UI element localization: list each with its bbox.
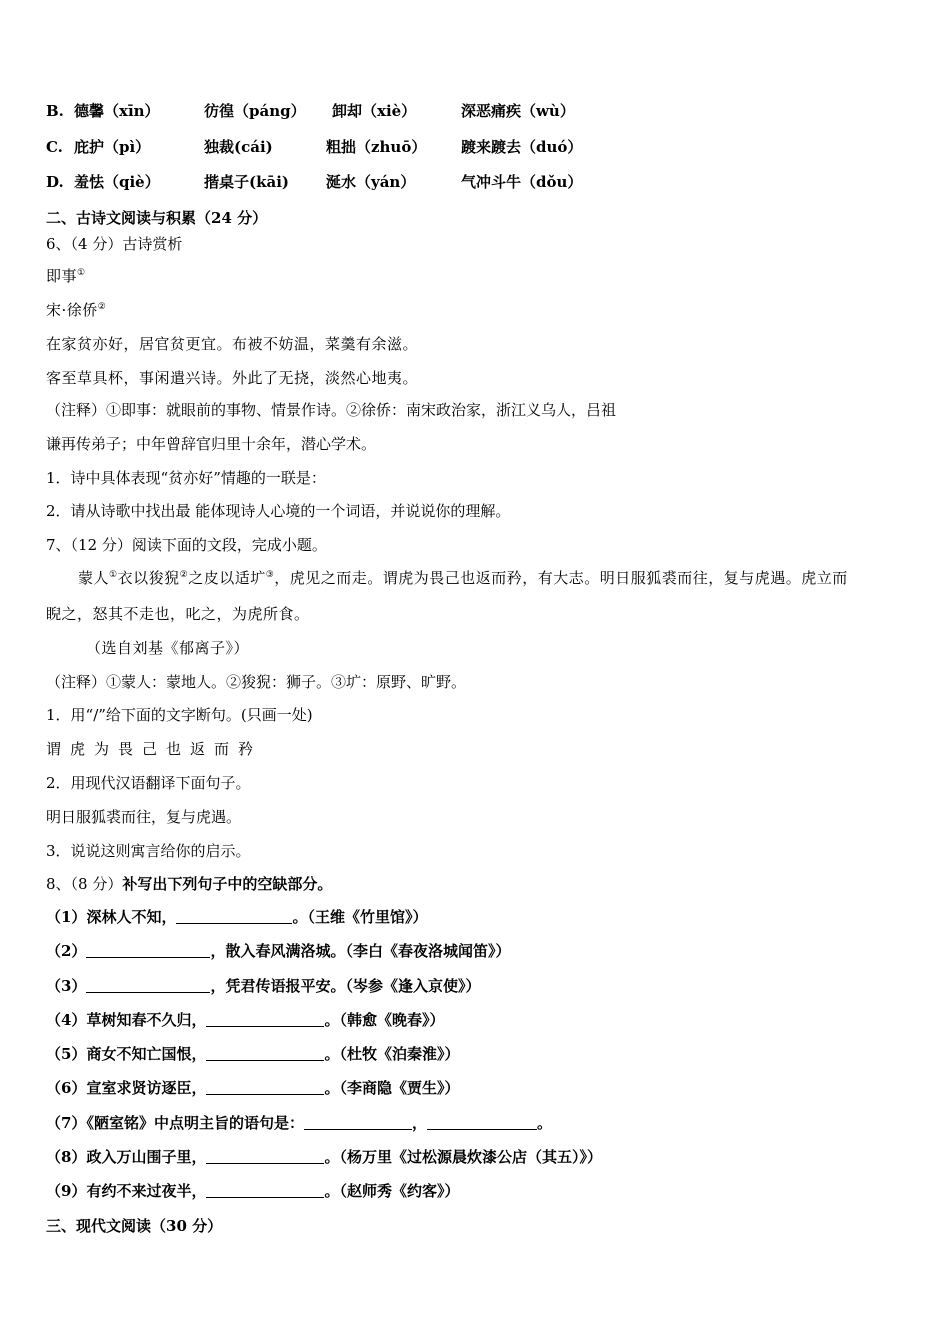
answer-blank[interactable]: [427, 1115, 537, 1130]
fill-blank-item: （1）深林人不知， 。（王维《竹里馆》）: [46, 908, 428, 926]
passage-line: 睨之，怒其不走也，叱之，为虎所食。: [46, 605, 310, 623]
sub-question: 3．说说这则寓言给你的启示。: [46, 842, 251, 860]
answer-blank[interactable]: [206, 1046, 324, 1061]
option-item: 气冲斗牛（dǒu）: [461, 173, 583, 191]
fill-blank-item: （4）草树知春不久归， 。（韩愈《晚春》）: [46, 1011, 445, 1029]
question-header: 8、（8 分）补写出下列句子中的空缺部分。: [46, 875, 333, 893]
passage-source: （选自刘基《郁离子》）: [86, 639, 250, 657]
poem-title: 即事①: [46, 267, 86, 285]
fill-blank-item: （2） ，散入春风满洛城。（李白《春夜洛城闻笛》）: [46, 942, 511, 960]
option-letter: B.: [46, 102, 64, 120]
fill-blank-item: （8）政入万山围子里， 。（杨万里《过松源晨炊漆公店（其五）》）: [46, 1148, 602, 1166]
section-heading: 三、现代文阅读（30 分）: [46, 1217, 223, 1235]
option-item: 深恶痛疾（wù）: [461, 102, 575, 120]
sub-question: 2．用现代汉语翻译下面句子。: [46, 774, 251, 792]
punctuation-text: 谓虎为畏己也返而矜: [46, 740, 263, 758]
note-text: （注释）①即事：就眼前的事物、情景作诗。②徐侨：南宋政治家，浙江义乌人，吕祖: [46, 401, 617, 419]
poem-line: 客至草具杯，事闲遣兴诗。外此了无挠，淡然心地夷。: [46, 369, 419, 387]
question-header: 7、（12 分）阅读下面的文段，完成小题。: [46, 536, 327, 554]
answer-blank[interactable]: [304, 1115, 412, 1130]
option-item: 揩桌子(kāi): [204, 173, 290, 191]
option-letter: D.: [46, 173, 64, 191]
option-item: 粗拙（zhuō）: [326, 138, 427, 156]
answer-blank[interactable]: [86, 943, 210, 958]
option-item: 羞怯（qiè）: [74, 173, 160, 191]
option-item: 卸却（xiè）: [332, 102, 417, 120]
sub-question: 1．诗中具体表现“贫亦好”情趣的一联是：: [46, 469, 326, 487]
answer-blank[interactable]: [206, 1149, 324, 1164]
option-item: 涎水（yán）: [326, 173, 416, 191]
note-text: （注释）①蒙人：蒙地人。②狻猊：狮子。③圹：原野、旷野。: [46, 673, 467, 691]
answer-blank[interactable]: [86, 978, 210, 993]
option-item: 德馨（xīn）: [74, 102, 160, 120]
question-header: 6、（4 分）古诗赏析: [46, 235, 183, 253]
poem-line: 在家贫亦好，居官贫更宜。布被不妨温，菜羹有余滋。: [46, 335, 419, 353]
answer-blank[interactable]: [206, 1012, 324, 1027]
note-text: 谦再传弟子；中年曾辞官归里十余年，潜心学术。: [46, 435, 377, 453]
answer-blank[interactable]: [206, 1080, 324, 1095]
sub-question: 2．请从诗歌中找出最 能体现诗人心境的一个词语，并说说你的理解。: [46, 502, 511, 520]
answer-blank[interactable]: [206, 1183, 324, 1198]
option-letter: C.: [46, 138, 63, 156]
fill-blank-item: （6）宣室求贤访逐臣， 。（李商隐《贾生》）: [46, 1079, 460, 1097]
fill-blank-item: （5）商女不知亡国恨， 。（杜牧《泊秦淮》）: [46, 1045, 460, 1063]
fill-blank-item: （3） ，凭君传语报平安。（岑参《逢入京使》）: [46, 977, 481, 995]
section-heading: 二、古诗文阅读与积累（24 分）: [46, 209, 268, 227]
option-item: 庇护（pì）: [74, 138, 151, 156]
sub-question: 1．用“/”给下面的文字断句。(只画一处): [46, 706, 313, 724]
passage-line: 蒙人①衣以狻猊②之皮以适圹③，虎见之而走。谓虎为畏己也返而矜，有大志。明日服狐裘而往，复与虎遇。虎立而: [78, 569, 848, 587]
option-item: 踱来踱去（duó）: [461, 138, 583, 156]
poem-author: 宋·徐侨②: [46, 301, 107, 319]
option-item: 独裁(cái): [204, 138, 273, 156]
translate-text: 明日服狐裘而往，复与虎遇。: [46, 808, 242, 826]
option-item: 彷徨（páng）: [204, 102, 306, 120]
fill-blank-item: （7）《陋室铭》中点明主旨的语句是： ， 。: [46, 1114, 552, 1132]
answer-blank[interactable]: [176, 909, 292, 924]
fill-blank-item: （9）有约不来过夜半， 。（赵师秀《约客》）: [46, 1182, 460, 1200]
